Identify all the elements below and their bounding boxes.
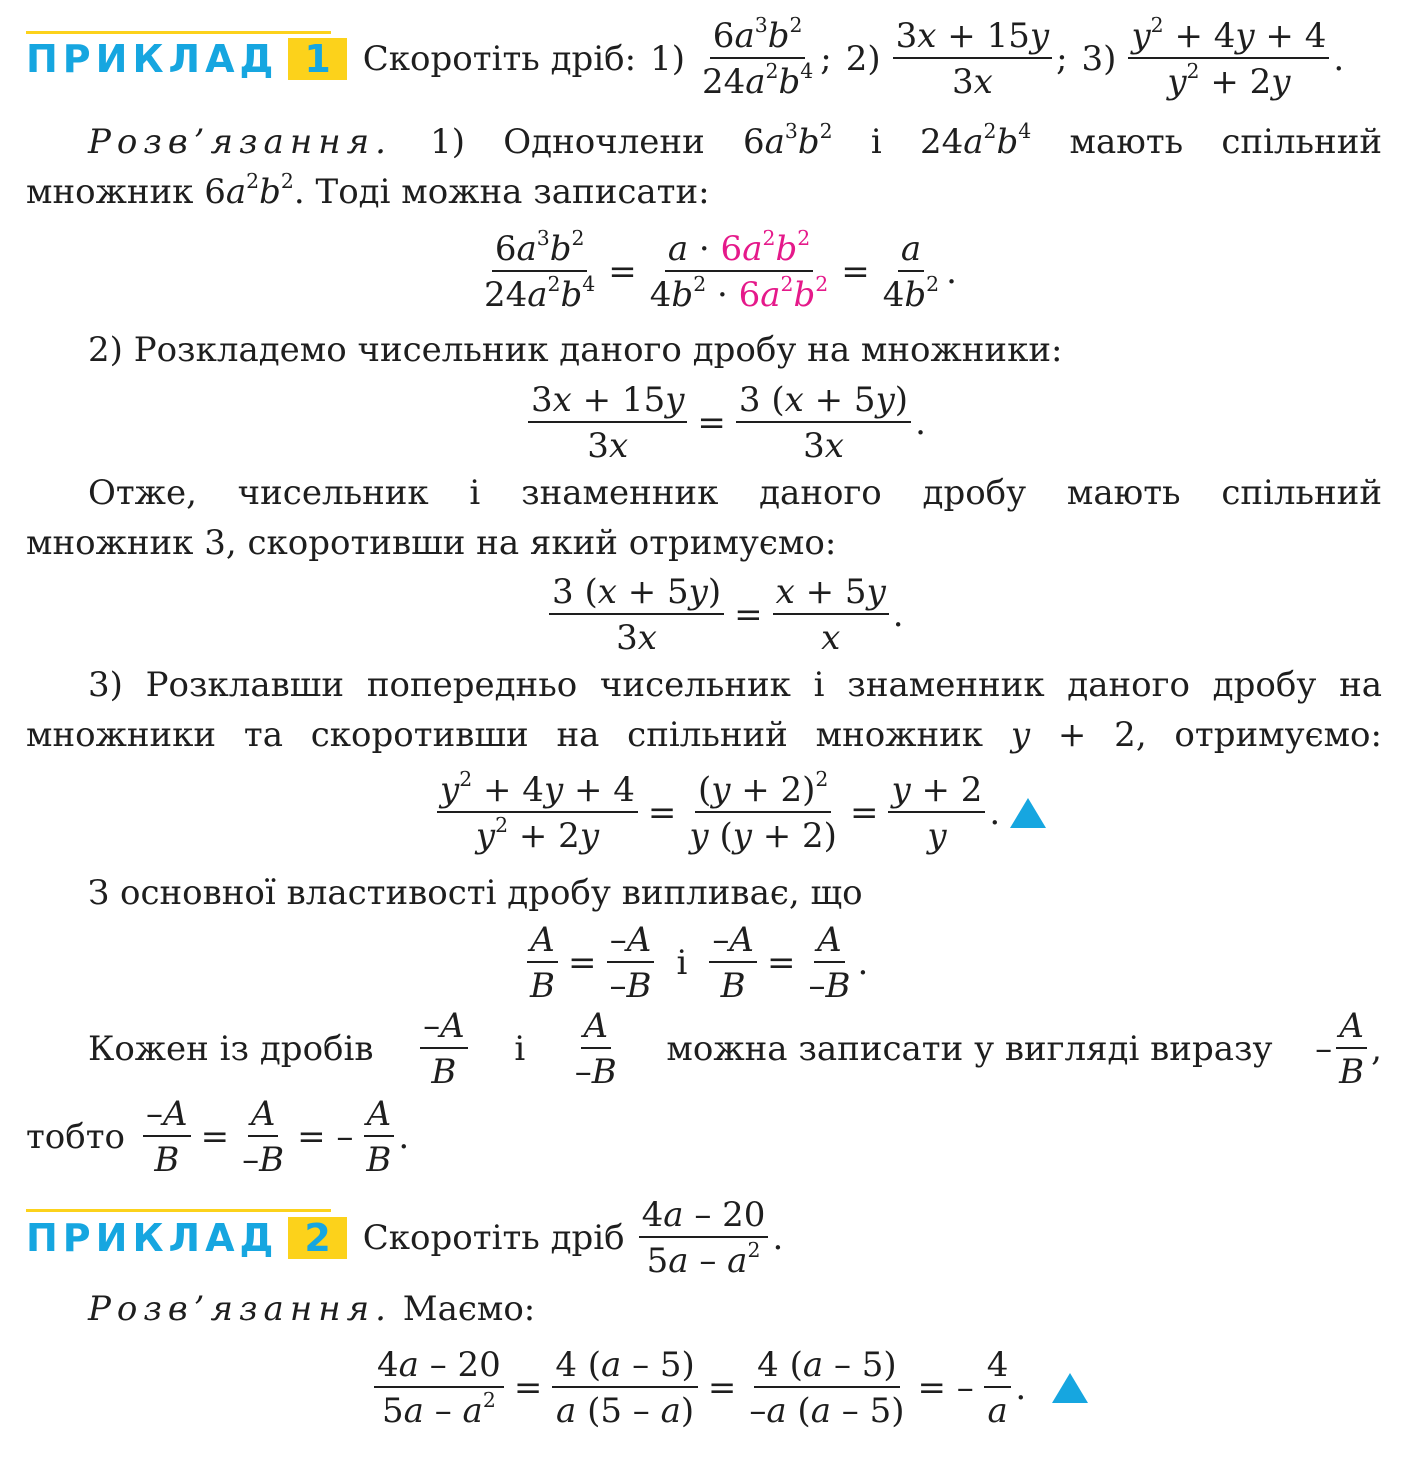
each-fraction-line: Кожен із дробів $\frac{-A}{B}$ і $\frac{A}{-B}$ можна записати у вигляді виразу – $\frac{A}{B}$ , xyxy=(88,1006,1382,1092)
solution-2-line: 2) Розкладемо чисельник даного дробу на множники: xyxy=(88,330,1063,370)
solution-4-line-1: 3) Розклавши попередньо чисельник і знаменник даного дробу на xyxy=(88,665,1382,705)
equation-2: $\frac{3x + 15y}{3x}$ = $\frac{3 (x + 5y)}{3x}$ . xyxy=(524,378,926,468)
equation-6: $\frac{4a - 20}{5a - a^2}$ = $\frac{4 (a - 5)}{a (5 - a)}$ = $\frac{4 (a - 5)}{-a (a - 5)}$ = – $\frac{4}{a}$ . xyxy=(370,1340,1088,1436)
solution-4-line-2: множники та скоротивши на спільний множник y + 2, отримуємо: xyxy=(26,715,1382,755)
solution-3-line-2: множник 3, скоротивши на який отримуємо: xyxy=(26,523,837,563)
task-fraction-2: $\frac{3x + 15y}{3x}$ xyxy=(893,19,1052,99)
that-is-line: тобто $\frac{-A}{B}$ = $\frac{A}{-B}$ = – $\frac{A}{B}$ . xyxy=(26,1094,410,1180)
item-2-label: 2) xyxy=(845,39,881,79)
example-1-number: 1 xyxy=(288,38,346,80)
example-2-number: 2 xyxy=(288,1217,346,1259)
equation-3: $\frac{3 (x + 5y)}{3x}$ = $\frac{x + 5y}{x}$ . xyxy=(545,570,904,660)
example-2-solution-line: Розв’язання. Маємо: xyxy=(88,1289,536,1329)
end-of-solution-triangle-icon xyxy=(1052,1373,1088,1403)
end-of-solution-triangle-icon xyxy=(1010,798,1046,828)
item-1-label: 1) xyxy=(650,39,685,79)
item-3-label: 3) xyxy=(1081,39,1117,79)
solution-3-line-1: Отже, чисельник і знаменник даного дробу мають спільний xyxy=(88,473,1382,513)
example-2-header: ПРИКЛАД 2 Скоротіть дріб $\frac{4a - 20}{5a - a^2}$ . xyxy=(26,1195,784,1281)
property-line: З основної властивості дробу випливає, що xyxy=(88,873,863,913)
task-fraction-1: $\frac{6a^3b^2}{24a^2b^4}$ xyxy=(701,12,814,102)
solution-label: Розв’язання. xyxy=(88,122,392,162)
example-2-task: Скоротіть дріб xyxy=(362,1218,625,1258)
example-2-title: ПРИКЛАД xyxy=(26,1216,279,1260)
solution-1-line-1: Розв’язання. 1) Одночлени $6a^3b^2$ і $24a^2b^4$ мають спільний xyxy=(88,118,1383,162)
example-1-title: ПРИКЛАД xyxy=(26,37,279,81)
equation-5: $\frac{A}{B}$ = $\frac{-A}{-B}$ і $\frac{-A}{B}$ = $\frac{A}{-B}$ . xyxy=(523,920,868,1006)
example-2-fraction: $\frac{4a - 20}{5a - a^2}$ xyxy=(639,1198,769,1278)
solution-1-line-2: множник $6a^2b^2$. Тоді можна записати: xyxy=(26,168,710,212)
task-fraction-3: $\frac{y^2 + 4y + 4}{y^2 + 2y}$ xyxy=(1128,19,1329,99)
equation-4: $\frac{y^2 + 4y + 4}{y^2 + 2y}$ = $\frac{(y + 2)^2}{y (y + 2)}$ = $\frac{y + 2}{y}$ . xyxy=(433,765,1046,861)
example-1-task: Скоротіть дріб: xyxy=(362,39,637,79)
equation-1: $\frac{6a^3b^2}{24a^2b^4}$ = $\frac{a \cdot 6a^2b^2}{4b^2 \cdot 6a^2b^2}$ = $\frac{a}{4b^2}$ . xyxy=(484,225,957,315)
example-1-header: ПРИКЛАД 1 Скоротіть дріб: 1) $\frac{6a^3b^2}{24a^2b^4}$ ; 2) $\frac{3x + 15y}{3x}$ ; 3) $\frac{y^2 + 4y + 4}{y^2 + 2y}$ . xyxy=(26,12,1345,102)
